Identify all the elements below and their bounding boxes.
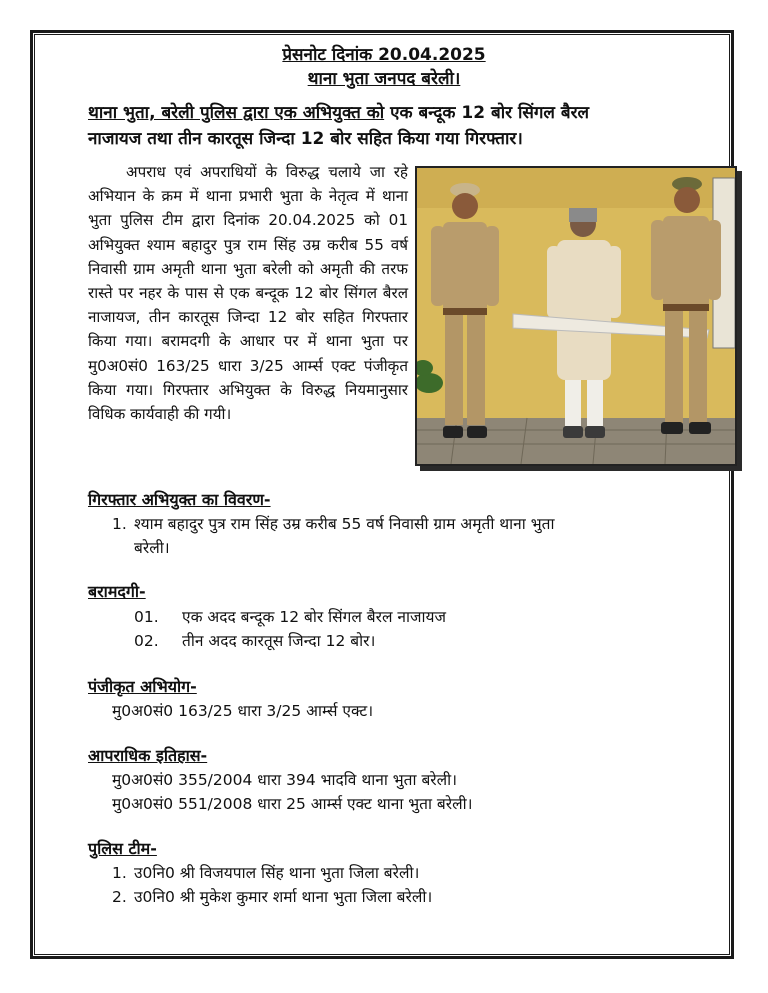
- headline-line2: नाजायज तथा तीन कारतूस जिन्दा 12 बोर सहित किया गया गिरफ्तार।: [88, 129, 523, 149]
- police-team-item-1-number: 1.: [112, 864, 127, 882]
- police-team-item-2-number: 2.: [112, 888, 127, 906]
- criminal-history-item-1: मु0अ0सं0 355/2004 धारा 394 भादवि थाना भुता बरेली।: [112, 771, 458, 789]
- arrested-item-line2: बरेली।: [134, 539, 170, 557]
- recovery-item-1-number: 01.: [134, 608, 159, 626]
- body-paragraph: अपराध एवं अपराधियों के विरुद्ध चलाये जा रहे अभियान के क्रम में थाना प्रभारी भुता के नेतृत्व में थाना भुता पुलिस टीम द्वारा दिनांक 20.04.2025 को 01 अभियुक्त श्याम बहादुर पुत्र राम सिंह उम्र करीब 55 वर्ष निवासी ग्राम अमृती थाना भुता बरेली को अमृती की तरफ रास्ते पर नहर के पास से एक बन्दूक 12 बोर सिंगल बैरल नाजायज, तीन कारतूस जिन्दा 12 बोर सहित गिरफ्तार किया गया। बरामदगी के आधार पर में थाना भुता पर मु0अ0सं0 163/25 धारा 3/25 आर्म्स एक्ट पंजीकृत किया गया। गिरफ्तार अभियुक्त के विरुद्ध नियमानुसार विधिक कार्यवाही की गयी।: [88, 163, 408, 424]
- registered-case-heading: पंजीकृत अभियोग-: [88, 677, 197, 696]
- recovery-item-2-text: तीन अदद कारतूस जिन्दा 12 बोर।: [182, 632, 376, 650]
- criminal-history-heading: आपराधिक इतिहास-: [88, 746, 208, 765]
- arrested-item-line1: श्याम बहादुर पुत्र राम सिंह उम्र करीब 55 वर्ष निवासी ग्राम अमृती थाना भुता: [134, 515, 555, 533]
- recovery-item-2-number: 02.: [134, 632, 159, 650]
- recovery-heading: बरामदगी-: [88, 582, 146, 601]
- arrest-photo: [415, 166, 737, 466]
- registered-case-text: मु0अ0सं0 163/25 धारा 3/25 आर्म्स एक्ट।: [112, 702, 374, 720]
- police-team-item-1-text: उ0नि0 श्री विजयपाल सिंह थाना भुता जिला बरेली।: [134, 864, 420, 882]
- criminal-history-item-2: मु0अ0सं0 551/2008 धारा 25 आर्म्स एक्ट थाना भुता बरेली।: [112, 795, 473, 813]
- headline-underlined: थाना भुता, बरेली पुलिस द्वारा एक अभियुक्त को: [88, 103, 385, 123]
- arrested-item-number: 1.: [112, 515, 127, 533]
- recovery-item-1-text: एक अदद बन्दूक 12 बोर सिंगल बैरल नाजायज: [182, 608, 447, 626]
- police-team-item-2-text: उ0नि0 श्री मुकेश कुमार शर्मा थाना भुता जिला बरेली।: [134, 888, 433, 906]
- headline-rest: एक बन्दूक 12 बोर सिंगल बैरल: [384, 103, 590, 123]
- press-note-subtitle: थाना भुता जनपद बरेली।: [307, 69, 461, 89]
- police-team-heading: पुलिस टीम-: [88, 839, 157, 858]
- press-note-title: प्रेसनोट दिनांक 20.04.2025: [282, 45, 486, 65]
- headline: [88, 100, 708, 152]
- arrested-accused-heading: गिरफ्तार अभियुक्त का विवरण-: [88, 490, 271, 509]
- arrest-photo-illustration: [417, 168, 735, 464]
